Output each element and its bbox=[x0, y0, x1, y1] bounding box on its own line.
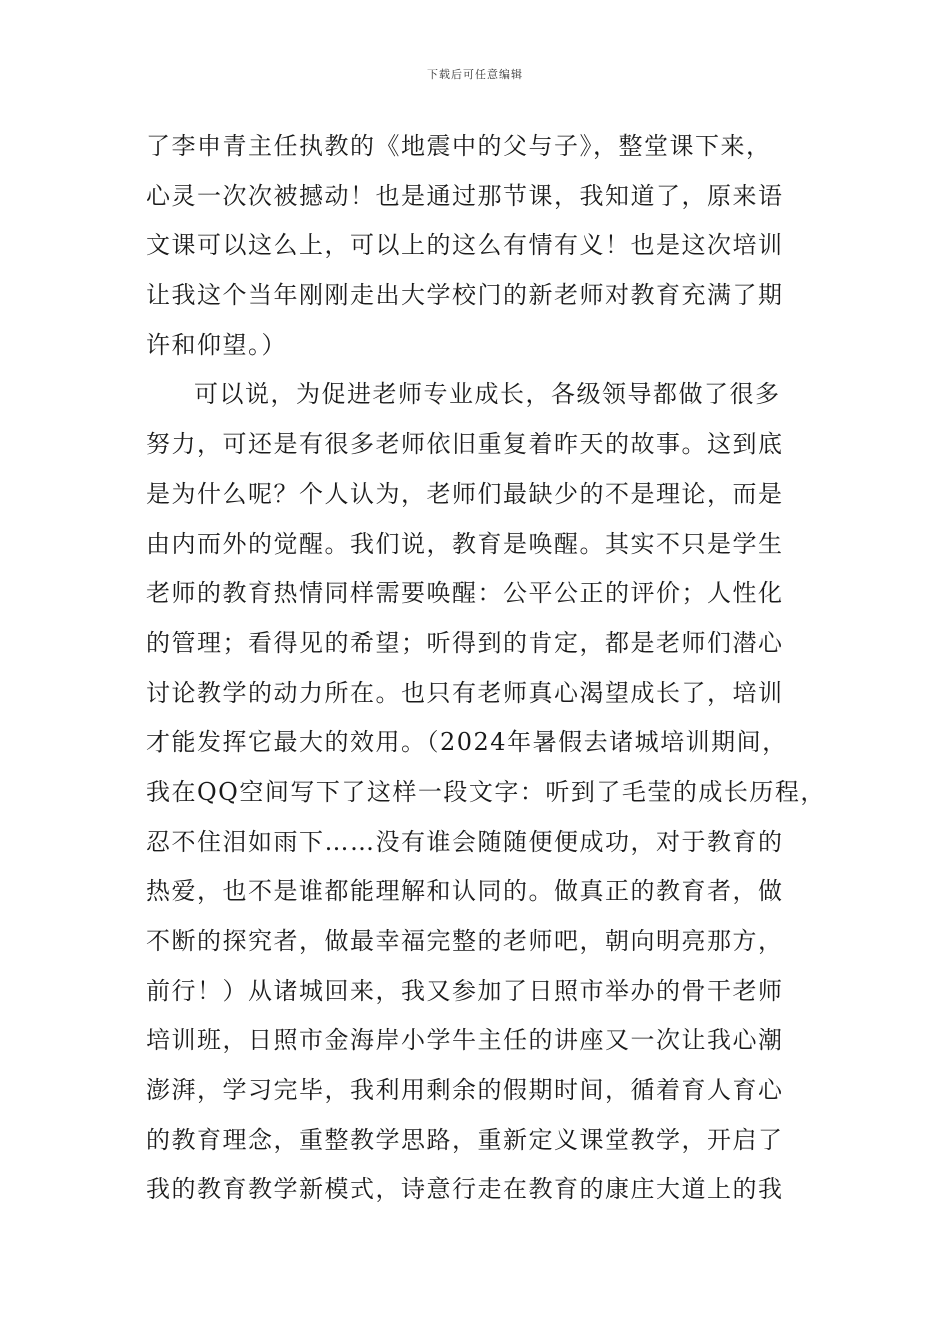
text-line: 我在QQ空间写下了这样一段文字：听到了毛莹的成长历程， bbox=[146, 777, 826, 806]
text-line: 才能发挥它最大的效用。（2024年暑假去诸城培训期间， bbox=[146, 728, 788, 757]
text-line: 由内而外的觉醒。我们说，教育是唤醒。其实不只是学生 bbox=[146, 529, 784, 558]
paragraph-2 bbox=[146, 370, 826, 1215]
text-line: 可以说，为促进老师专业成长，各级领导都做了很多 bbox=[194, 380, 781, 409]
text-line: 老师的教育热情同样需要唤醒：公平公正的评价；人性化 bbox=[146, 579, 784, 608]
text-line: 前行！）从诸城回来，我又参加了日照市举办的骨干老师 bbox=[146, 976, 784, 1005]
text-line: 心灵一次次被撼动！也是通过那节课，我知道了，原来语 bbox=[146, 181, 784, 210]
text-line: 文课可以这么上，可以上的这么有情有义！也是这次培训 bbox=[146, 231, 784, 260]
text-line: 的管理；看得见的希望；听得到的肯定，都是老师们潜心 bbox=[146, 628, 784, 657]
text-line: 忍不住泪如雨下……没有谁会随随便便成功，对于教育的 bbox=[146, 827, 784, 856]
text-line: 让我这个当年刚刚走出大学校门的新老师对教育充满了期 bbox=[146, 281, 784, 310]
text-line: 培训班，日照市金海岸小学牛主任的讲座又一次让我心潮 bbox=[146, 1026, 784, 1055]
text-line: 努力，可还是有很多老师依旧重复着昨天的故事。这到底 bbox=[146, 430, 784, 459]
text-line: 不断的探究者，做最幸福完整的老师吧，朝向明亮那方， bbox=[146, 927, 784, 955]
text-line: 是为什么呢？个人认为，老师们最缺少的不是理论，而是 bbox=[146, 479, 784, 508]
text-line: 我的教育教学新模式，诗意行走在教育的康庄大道上的我 bbox=[146, 1175, 784, 1204]
text-line: 热爱，也不是谁都能理解和认同的。做真正的教育者，做 bbox=[146, 877, 784, 906]
page-header: 下载后可任意编辑 bbox=[427, 68, 523, 81]
paragraph-1 bbox=[146, 122, 810, 370]
text-line: 澎湃，学习完毕，我利用剩余的假期时间，循着育人育心 bbox=[146, 1076, 784, 1105]
text-line: 讨论教学的动力所在。也只有老师真心渴望成长了，培训 bbox=[146, 678, 784, 707]
text-line: 了李申青主任执教的《地震中的父与子》，整堂课下来， bbox=[146, 132, 772, 160]
text-line: 的教育理念，重整教学思路，重新定义课堂教学，开启了 bbox=[146, 1125, 784, 1154]
text-line: 许和仰望。） bbox=[146, 330, 287, 359]
document-body bbox=[146, 122, 826, 1215]
